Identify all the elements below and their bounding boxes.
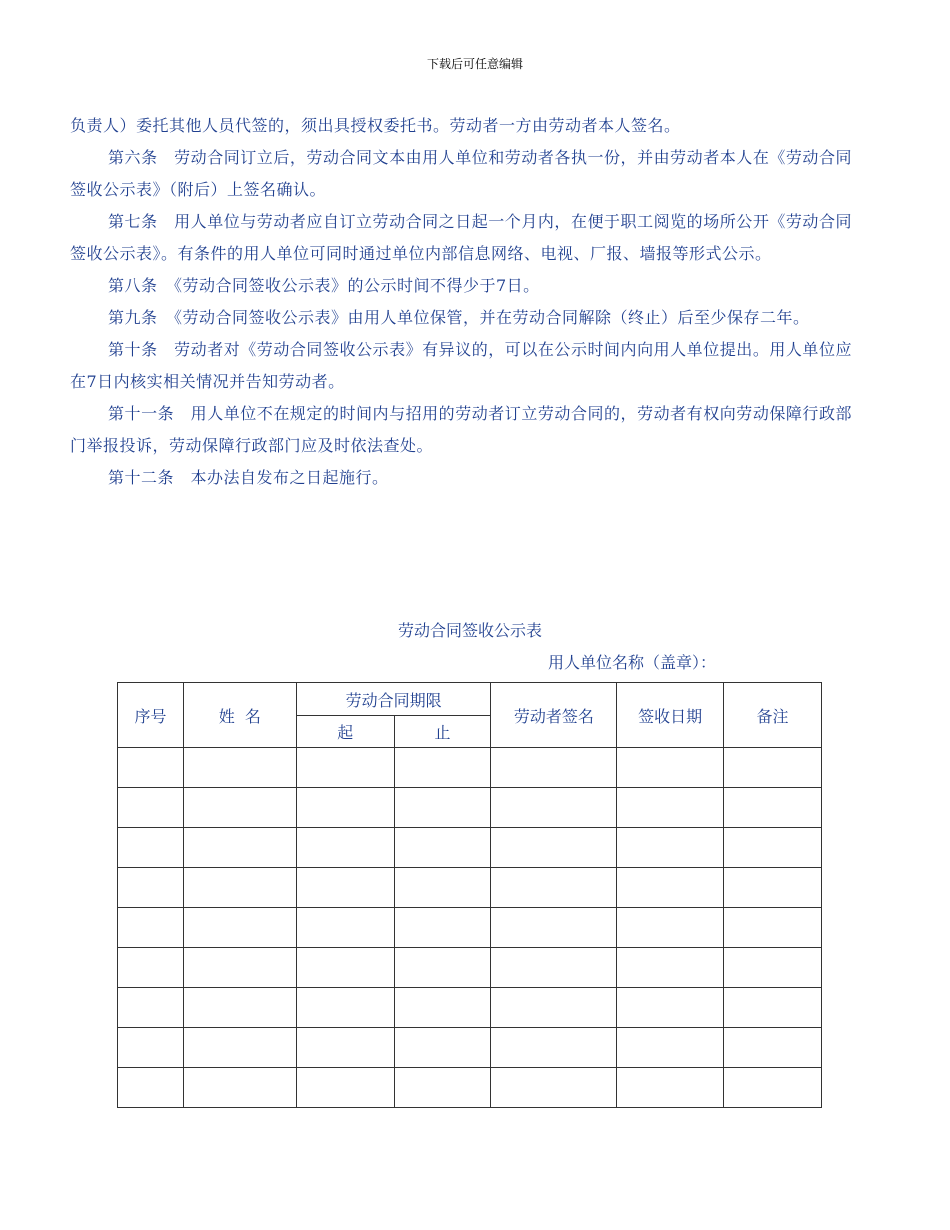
start-cell[interactable] (296, 908, 394, 948)
seq-cell[interactable] (118, 908, 184, 948)
name-cell[interactable] (183, 988, 296, 1028)
article-10: 第十条 劳动者对《劳动合同签收公示表》有异议的，可以在公示时间内向用人单位提出。用人单位应在7日内核实相关情况并告知劳动者。 (70, 340, 852, 391)
signature-cell[interactable] (491, 868, 617, 908)
contract-receipt-table (117, 682, 822, 1108)
seq-cell[interactable] (118, 988, 184, 1028)
date-cell[interactable] (617, 908, 724, 948)
date-cell[interactable] (617, 788, 724, 828)
date-cell[interactable] (617, 868, 724, 908)
end-cell[interactable] (394, 908, 491, 948)
date-cell[interactable] (617, 748, 724, 788)
remark-cell[interactable] (724, 1068, 822, 1108)
header-receipt-date: 签收日期 (617, 683, 724, 748)
signature-cell[interactable] (491, 948, 617, 988)
start-cell[interactable] (296, 1068, 394, 1108)
table-row (118, 828, 822, 868)
signature-cell[interactable] (491, 748, 617, 788)
end-cell[interactable] (394, 788, 491, 828)
remark-cell[interactable] (724, 868, 822, 908)
name-cell[interactable] (183, 908, 296, 948)
seq-cell[interactable] (118, 948, 184, 988)
start-cell[interactable] (296, 988, 394, 1028)
employer-name-label: 用人单位名称（盖章）： (548, 653, 717, 672)
header-signature: 劳动者签名 (491, 683, 617, 748)
table-row (118, 948, 822, 988)
remark-cell[interactable] (724, 828, 822, 868)
table-row (118, 868, 822, 908)
name-cell[interactable] (183, 868, 296, 908)
start-cell[interactable] (296, 1028, 394, 1068)
name-cell[interactable] (183, 948, 296, 988)
page-header-note: 下载后可任意编辑 (426, 57, 523, 71)
name-cell[interactable] (183, 788, 296, 828)
seq-cell[interactable] (118, 748, 184, 788)
header-remark: 备注 (724, 683, 822, 748)
remark-cell[interactable] (724, 908, 822, 948)
seq-cell[interactable] (118, 828, 184, 868)
seq-cell[interactable] (118, 788, 184, 828)
article-9: 第九条 《劳动合同签收公示表》由用人单位保管，并在劳动合同解除（终止）后至少保存二年。 (108, 308, 810, 327)
remark-cell[interactable] (724, 988, 822, 1028)
remark-cell[interactable] (724, 948, 822, 988)
article-12: 第十二条 本办法自发布之日起施行。 (108, 468, 389, 487)
end-cell[interactable] (394, 868, 491, 908)
name-cell[interactable] (183, 1068, 296, 1108)
paragraph-continuation: 负责人）委托其他人员代签的，须出具授权委托书。劳动者一方由劳动者本人签名。 (70, 116, 681, 135)
table-title: 劳动合同签收公示表 (397, 621, 542, 640)
date-cell[interactable] (617, 1068, 724, 1108)
signature-cell[interactable] (491, 908, 617, 948)
signature-cell[interactable] (491, 1028, 617, 1068)
end-cell[interactable] (394, 1028, 491, 1068)
table-body (118, 748, 822, 1108)
header-period-start: 起 (296, 716, 394, 748)
header-seq: 序号 (118, 683, 184, 748)
name-cell[interactable] (183, 1028, 296, 1068)
article-7: 第七条 用人单位与劳动者应自订立劳动合同之日起一个月内，在便于职工阅览的场所公开《劳动合同签收公示表》。有条件的用人单位可同时通过单位内部信息网络、电视、厂报、墙报等形式公示。 (70, 212, 852, 263)
date-cell[interactable] (617, 828, 724, 868)
article-8: 第八条 《劳动合同签收公示表》的公示时间不得少于7日。 (108, 276, 540, 295)
date-cell[interactable] (617, 988, 724, 1028)
header-period-end: 止 (394, 716, 491, 748)
signature-cell[interactable] (491, 828, 617, 868)
seq-cell[interactable] (118, 868, 184, 908)
table-row (118, 988, 822, 1028)
end-cell[interactable] (394, 988, 491, 1028)
name-cell[interactable] (183, 828, 296, 868)
article-11: 第十一条 用人单位不在规定的时间内与招用的劳动者订立劳动合同的，劳动者有权向劳动保障行政部门举报投诉，劳动保障行政部门应及时依法查处。 (70, 404, 852, 455)
table-row (118, 748, 822, 788)
remark-cell[interactable] (724, 788, 822, 828)
date-cell[interactable] (617, 1028, 724, 1068)
end-cell[interactable] (394, 948, 491, 988)
table-row (118, 1068, 822, 1108)
article-6: 第六条 劳动合同订立后，劳动合同文本由用人单位和劳动者各执一份，并由劳动者本人在《劳动合同签收公示表》（附后）上签名确认。 (70, 148, 852, 199)
remark-cell[interactable] (724, 1028, 822, 1068)
name-cell[interactable] (183, 748, 296, 788)
table-row (118, 1028, 822, 1068)
signature-cell[interactable] (491, 988, 617, 1028)
end-cell[interactable] (394, 828, 491, 868)
start-cell[interactable] (296, 948, 394, 988)
date-cell[interactable] (617, 948, 724, 988)
table-row (118, 788, 822, 828)
table-row (118, 908, 822, 948)
end-cell[interactable] (394, 748, 491, 788)
remark-cell[interactable] (724, 748, 822, 788)
start-cell[interactable] (296, 748, 394, 788)
start-cell[interactable] (296, 788, 394, 828)
signature-cell[interactable] (491, 788, 617, 828)
end-cell[interactable] (394, 1068, 491, 1108)
regulation-text (70, 110, 852, 494)
signature-cell[interactable] (491, 1068, 617, 1108)
start-cell[interactable] (296, 868, 394, 908)
header-name: 姓 名 (183, 683, 296, 748)
seq-cell[interactable] (118, 1028, 184, 1068)
header-contract-period: 劳动合同期限 (296, 683, 491, 716)
start-cell[interactable] (296, 828, 394, 868)
seq-cell[interactable] (118, 1068, 184, 1108)
